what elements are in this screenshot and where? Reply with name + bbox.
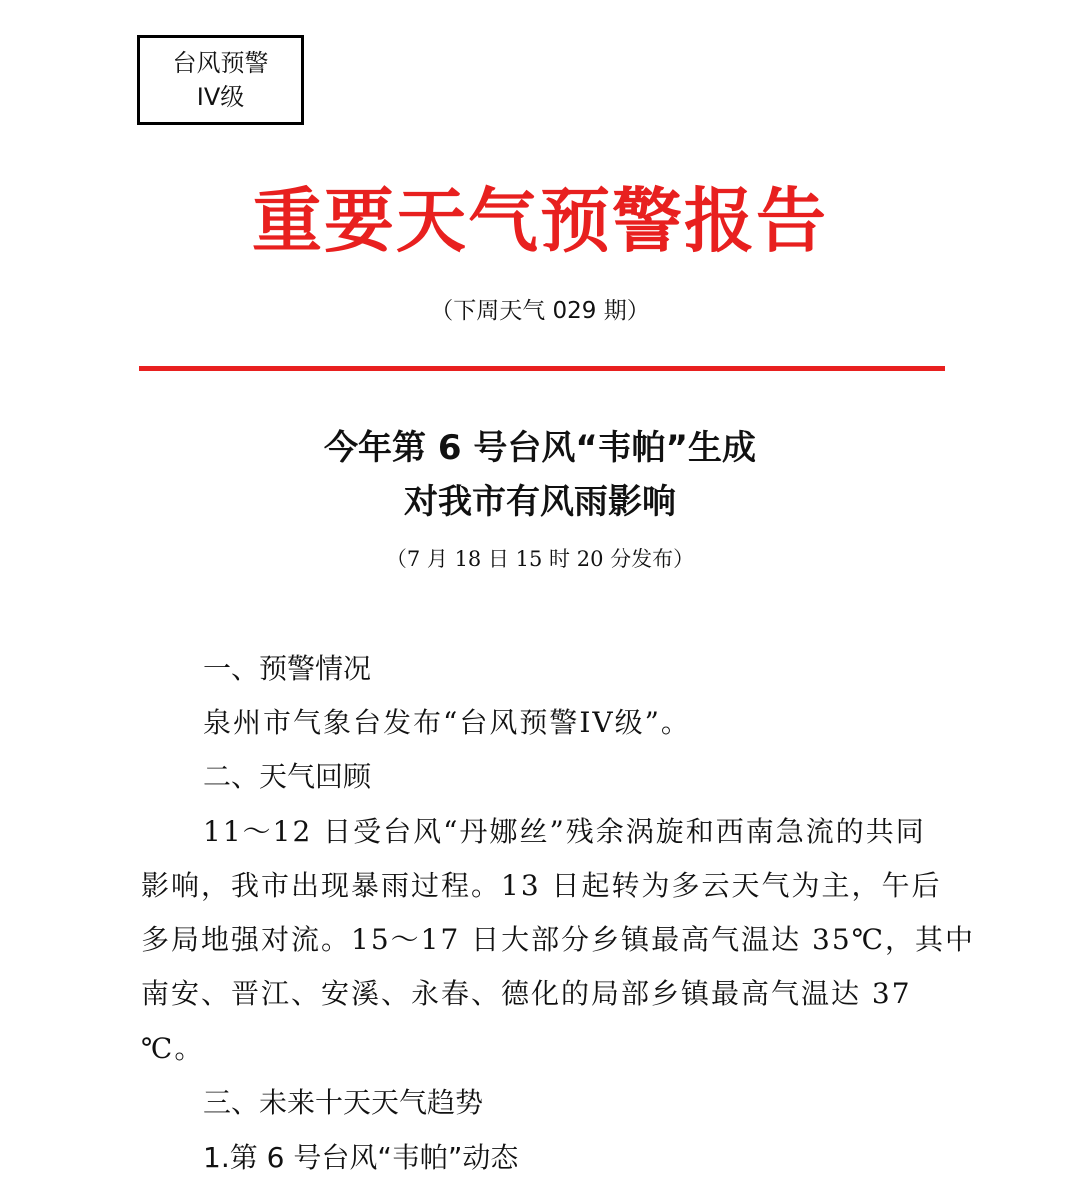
warning-level-badge xyxy=(137,35,304,125)
red-divider xyxy=(139,366,945,371)
subsection-heading-typhoon: 1.第 6 号台风“韦帕”动态 xyxy=(203,1141,519,1174)
report-title: 重要天气预警报告 xyxy=(252,180,828,262)
badge-line-2: IV级 xyxy=(196,83,245,111)
review-line: ℃。 xyxy=(141,1032,205,1065)
review-line: 南安、晋江、安溪、永春、德化的局部乡镇最高气温达 37 xyxy=(141,977,912,1010)
issue-number: （下周天气 029 期） xyxy=(430,298,650,324)
review-line: 11～12 日受台风“丹娜丝”残余涡旋和西南急流的共同 xyxy=(203,815,926,848)
section-heading-trend: 三、未来十天天气趋势 xyxy=(203,1086,484,1119)
release-time: （7 月 18 日 15 时 20 分发布） xyxy=(385,547,695,571)
headline-line-2: 对我市有风雨影响 xyxy=(404,482,676,522)
section-heading-review: 二、天气回顾 xyxy=(203,760,372,793)
badge-line-1: 台风预警 xyxy=(172,49,269,77)
review-line: 影响，我市出现暴雨过程。13 日起转为多云天气为主，午后 xyxy=(141,869,942,902)
warning-text: 泉州市气象台发布“台风预警IV级”。 xyxy=(203,706,691,739)
review-line: 多局地强对流。15～17 日大部分乡镇最高气温达 35℃，其中 xyxy=(141,923,976,956)
headline-line-1: 今年第 6 号台风“韦帕”生成 xyxy=(323,428,757,468)
section-heading-warning: 一、预警情况 xyxy=(203,652,372,685)
